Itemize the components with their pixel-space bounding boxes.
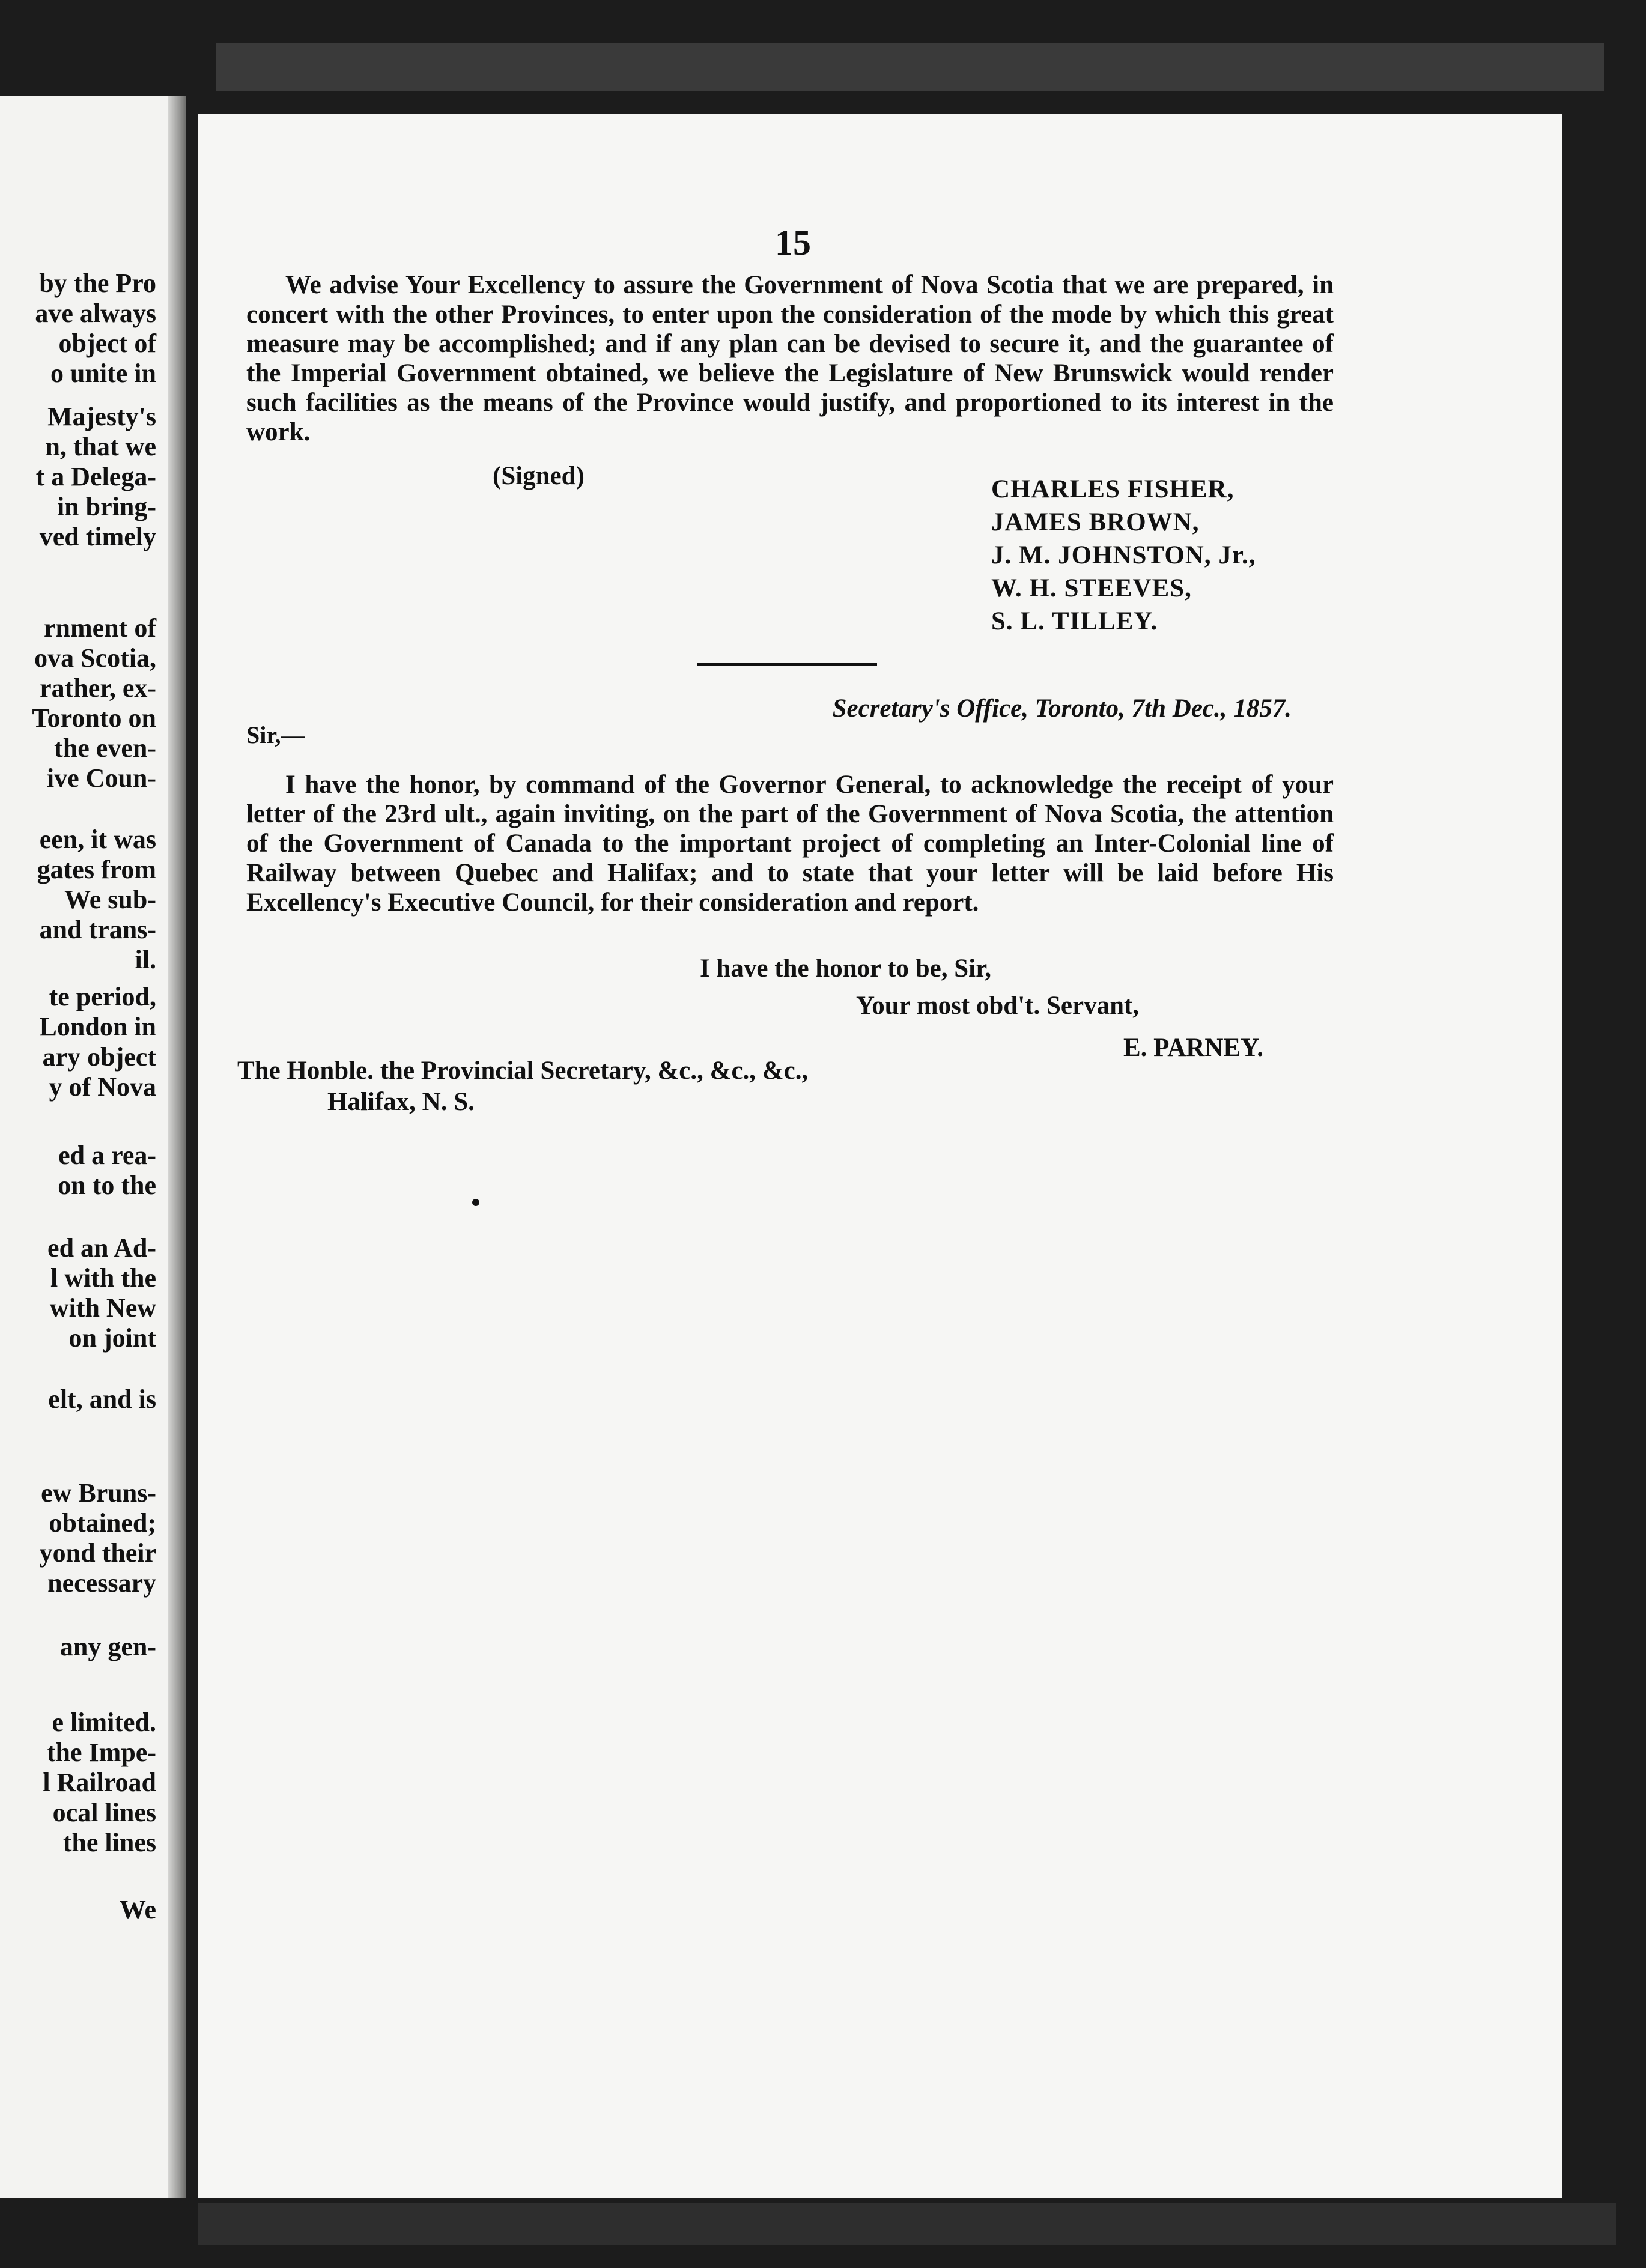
left-page-line: the Impe- bbox=[46, 1738, 156, 1767]
left-page-line: the even- bbox=[54, 733, 156, 763]
left-page-line: een, it was bbox=[39, 825, 156, 854]
left-page-line: with New bbox=[49, 1293, 156, 1323]
signatory-name: S. L. TILLEY. bbox=[991, 607, 1158, 635]
left-page-line: n, that we bbox=[45, 432, 156, 461]
page-gutter bbox=[168, 96, 186, 2198]
left-page-line: il. bbox=[135, 945, 156, 974]
left-page-line: We bbox=[119, 1895, 156, 1924]
section-divider-rule bbox=[697, 663, 877, 666]
page-number: 15 bbox=[775, 223, 811, 262]
left-page-line: ed an Ad- bbox=[47, 1233, 156, 1263]
left-page-line: ary object bbox=[42, 1042, 156, 1072]
left-page-line: ocal lines bbox=[52, 1798, 156, 1827]
scan-top-border bbox=[216, 43, 1604, 91]
left-page-line: ed a rea- bbox=[58, 1141, 156, 1170]
left-page-line: in bring- bbox=[56, 492, 156, 521]
paragraph-advice: We advise Your Excellency to assure the Government of Nova Scotia that we are prepared, in concert with the other Provinces, to enter upon the consideration of the mode by which this great measure may be accomplished; and if any plan can be devised to secure it, and the guarantee of the Imperial Government obtained, we believe the Legislature of New Brunswick would render such facilities as the means of the Province would justify, and proportioned to its interest in the work. bbox=[246, 271, 1334, 446]
left-page-line: y of Nova bbox=[49, 1072, 156, 1102]
left-page-line: London in bbox=[39, 1012, 156, 1042]
signatory-name: W. H. STEEVES, bbox=[991, 574, 1192, 602]
left-page-line: l Railroad bbox=[43, 1768, 156, 1797]
left-page-line: gates from bbox=[37, 855, 156, 884]
left-page-line: Majesty's bbox=[47, 402, 156, 431]
left-page-line: ova Scotia, bbox=[34, 643, 156, 673]
left-page-line: rnment of bbox=[44, 613, 156, 643]
left-page-line: l with the bbox=[50, 1263, 156, 1293]
ink-speck bbox=[472, 1199, 479, 1206]
scan-bottom-border bbox=[198, 2203, 1616, 2245]
left-page-line: e limited. bbox=[52, 1708, 156, 1737]
letter-dateline: Secretary's Office, Toronto, 7th Dec., 1857. bbox=[832, 694, 1292, 723]
paragraph-letter-body: I have the honor, by command of the Governor General, to acknowledge the receipt of your letter of the 23rd ult., again inviting, on the part of the Government of Nova Scotia, the attention of the Government of Canada to the important project of completing an Inter-Colonial line of Railway between Quebec and Halifax; and to state that your letter will be laid before His Excellency's Executive Council, for their consideration and report. bbox=[246, 771, 1334, 917]
left-page-line: on to the bbox=[58, 1171, 156, 1200]
left-page-line: necessary bbox=[47, 1568, 156, 1598]
left-page-line: and trans- bbox=[39, 915, 156, 944]
signatory-name: J. M. JOHNSTON, Jr., bbox=[991, 541, 1256, 569]
letter-signature: E. PARNEY. bbox=[1123, 1034, 1263, 1062]
signed-label: (Signed) bbox=[493, 462, 585, 490]
left-page-line: the lines bbox=[62, 1828, 156, 1857]
left-page-line: object of bbox=[58, 329, 156, 358]
left-page-line: by the Pro bbox=[39, 268, 156, 298]
left-page-line: t a Delega- bbox=[35, 462, 156, 491]
left-page-line: Toronto on bbox=[32, 703, 156, 733]
left-page-line: yond their bbox=[39, 1538, 156, 1568]
left-page-line: te period, bbox=[49, 982, 156, 1011]
left-facing-page bbox=[0, 96, 168, 2198]
left-page-line: obtained; bbox=[49, 1508, 156, 1538]
letter-closing: I have the honor to be, Sir, bbox=[700, 954, 992, 983]
left-page-line: We sub- bbox=[64, 885, 156, 914]
left-page-line: o unite in bbox=[50, 359, 156, 388]
signatory-name: JAMES BROWN, bbox=[991, 508, 1200, 536]
signatory-name: CHARLES FISHER, bbox=[991, 475, 1234, 503]
left-page-line: ive Coun- bbox=[46, 763, 156, 793]
left-page-line: elt, and is bbox=[48, 1384, 156, 1414]
letter-address: The Honble. the Provincial Secretary, &c., &c., &c., bbox=[237, 1057, 809, 1085]
left-page-line: ew Bruns- bbox=[41, 1478, 156, 1508]
left-page-line: ave always bbox=[35, 299, 156, 328]
letter-address: Halifax, N. S. bbox=[327, 1088, 475, 1116]
left-page-line: rather, ex- bbox=[40, 673, 156, 703]
left-page-line: ved timely bbox=[39, 522, 156, 551]
letter-closing: Your most obd't. Servant, bbox=[856, 992, 1140, 1020]
left-page-line: any gen- bbox=[59, 1632, 156, 1661]
letter-salutation: Sir,— bbox=[246, 721, 305, 748]
left-page-line: on joint bbox=[68, 1323, 156, 1353]
